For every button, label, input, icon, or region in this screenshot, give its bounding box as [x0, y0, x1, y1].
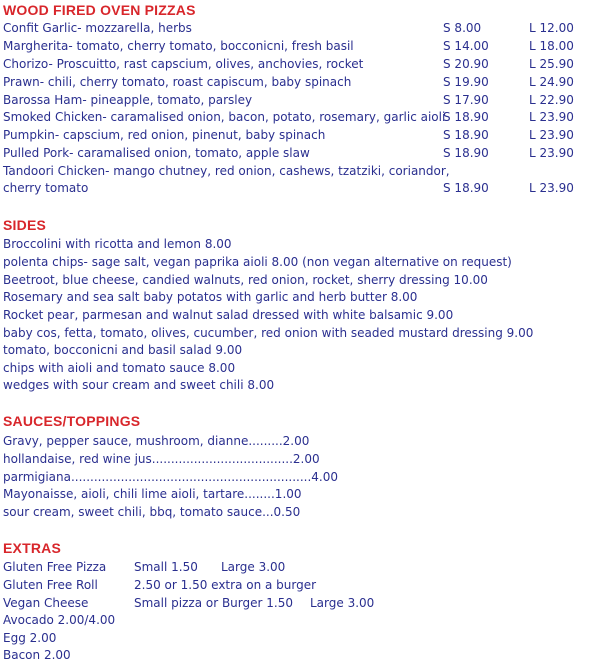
pizza-small-price: S 14.00	[443, 39, 489, 53]
extra-large-price: Large 3.00	[310, 596, 375, 610]
side-item: Broccolini with ricotta and lemon 8.00	[3, 237, 232, 251]
side-item: tomato, bocconicni and basil salad 9.00	[3, 343, 243, 357]
pizza-large-price: L 12.00	[529, 21, 574, 35]
side-item: Rosemary and sea salt baby potatos with garlic and herb butter 8.00	[3, 290, 418, 304]
pizza-name: Margherita- tomato, cherry tomato, bocconicni, fresh basil	[3, 39, 354, 53]
pizza-small-price: S 18.90	[443, 181, 489, 195]
sauce-item: hollandaise, red wine jus.....................................2.00	[3, 452, 320, 466]
pizza-name: Smoked Chicken- caramalised onion, bacon, potato, rosemary, garlic aioli	[3, 110, 446, 124]
pizzas-heading: WOOD FIRED OVEN PIZZAS	[3, 2, 196, 18]
extra-price: 2.50 or 1.50 extra on a burger	[134, 578, 317, 592]
extra-small-price: Small pizza or Burger 1.50	[134, 596, 293, 610]
pizza-name: Confit Garlic- mozzarella, herbs	[3, 21, 192, 35]
pizza-large-price: L 23.90	[529, 110, 574, 124]
pizza-name: Prawn- chili, cherry tomato, roast capiscum, baby spinach	[3, 75, 352, 89]
pizza-name: Chorizo- Proscuitto, rast capscium, olives, anchovies, rocket	[3, 57, 364, 71]
sauce-item: sour cream, sweet chili, bbq, tomato sauce...0.50	[3, 505, 301, 519]
pizza-small-price: S 8.00	[443, 21, 482, 35]
pizza-large-price: L 22.90	[529, 93, 574, 107]
pizza-name: Tandoori Chicken- mango chutney, red onion, cashews, tzatziki, coriandor,	[3, 164, 450, 178]
pizza-name: Pulled Pork- caramalised onion, tomato, apple slaw	[3, 146, 310, 160]
pizza-small-price: S 20.90	[443, 57, 489, 71]
side-item: Rocket pear, parmesan and walnut salad dressed with white balsamic 9.00	[3, 308, 454, 322]
pizza-small-price: S 18.90	[443, 146, 489, 160]
pizza-small-price: S 18.90	[443, 110, 489, 124]
extra-small-price: Small 1.50	[134, 560, 198, 574]
extras-heading: EXTRAS	[3, 540, 61, 556]
pizza-name-continued: cherry tomato	[3, 181, 89, 195]
pizza-name: Barossa Ham- pineapple, tomato, parsley	[3, 93, 253, 107]
pizza-large-price: L 24.90	[529, 75, 574, 89]
pizza-name: Pumpkin- capscium, red onion, pinenut, baby spinach	[3, 128, 326, 142]
pizza-small-price: S 18.90	[443, 128, 489, 142]
extra-name: Gluten Free Roll	[3, 578, 98, 592]
sauce-item: parmigiana...............................................................4.00	[3, 470, 339, 484]
extra-item: Bacon 2.00	[3, 648, 71, 662]
pizza-large-price: L 23.90	[529, 181, 574, 195]
side-item: polenta chips- sage salt, vegan paprika aioli 8.00 (non vegan alternative on request)	[3, 255, 512, 269]
extra-name: Vegan Cheese	[3, 596, 89, 610]
pizza-small-price: S 19.90	[443, 75, 489, 89]
side-item: baby cos, fetta, tomato, olives, cucumber, red onion with seaded mustard dressing 9.00	[3, 326, 534, 340]
pizza-large-price: L 18.00	[529, 39, 574, 53]
pizza-small-price: S 17.90	[443, 93, 489, 107]
side-item: Beetroot, blue cheese, candied walnuts, red onion, rocket, sherry dressing 10.00	[3, 273, 488, 287]
extra-name: Gluten Free Pizza	[3, 560, 107, 574]
pizza-large-price: L 23.90	[529, 128, 574, 142]
extra-item: Avocado 2.00/4.00	[3, 613, 116, 627]
sides-heading: SIDES	[3, 217, 47, 233]
extra-item: Egg 2.00	[3, 631, 57, 645]
sauce-item: Mayonaisse, aioli, chili lime aioli, tartare........1.00	[3, 487, 302, 501]
side-item: chips with aioli and tomato sauce 8.00	[3, 361, 236, 375]
sauces-heading: SAUCES/TOPPINGS	[3, 413, 141, 429]
pizza-large-price: L 25.90	[529, 57, 574, 71]
side-item: wedges with sour cream and sweet chili 8.00	[3, 378, 275, 392]
pizza-large-price: L 23.90	[529, 146, 574, 160]
sauce-item: Gravy, pepper sauce, mushroom, dianne.........2.00	[3, 434, 310, 448]
extra-large-price: Large 3.00	[221, 560, 286, 574]
